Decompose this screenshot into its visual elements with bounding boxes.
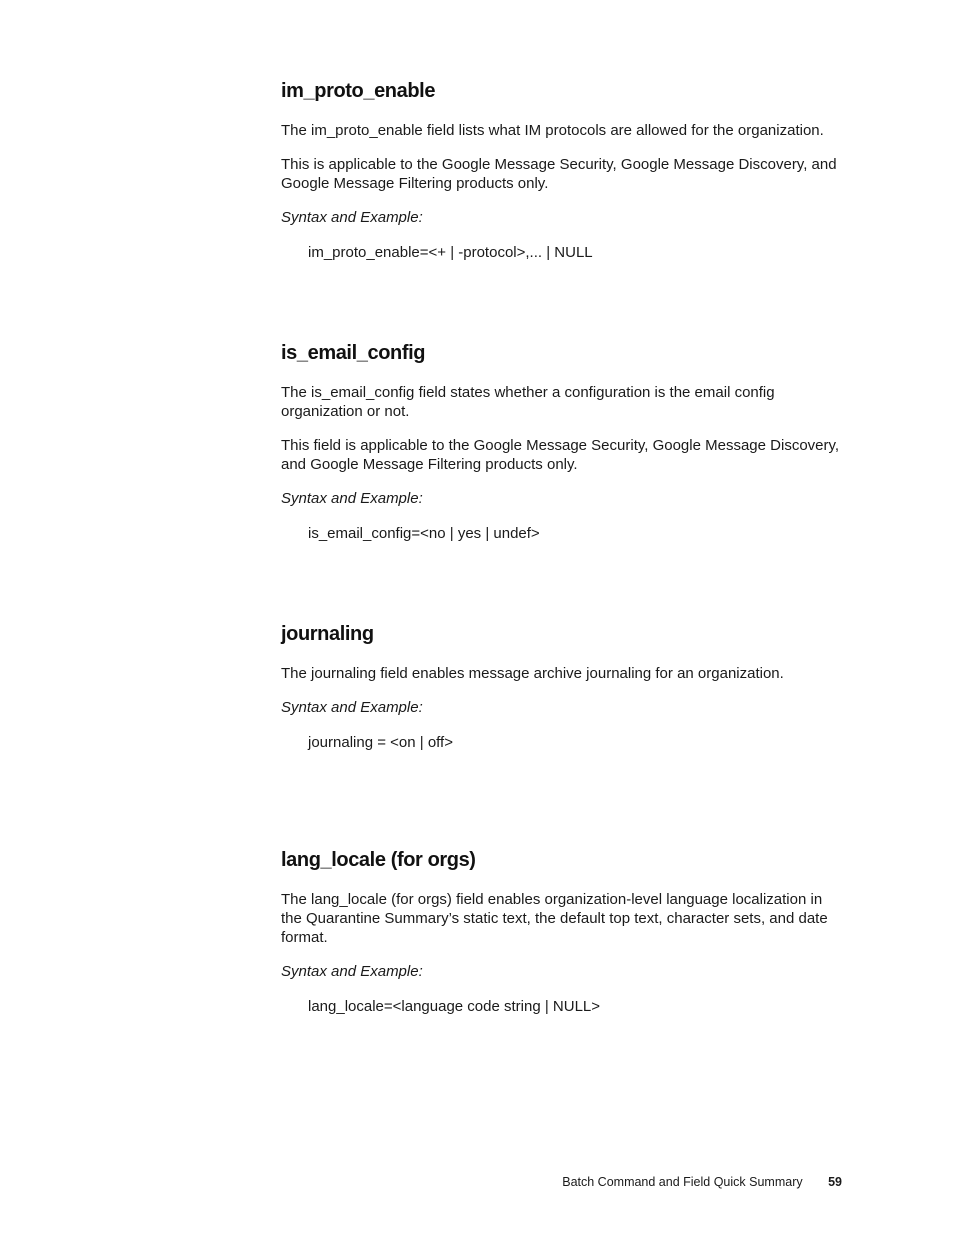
section-paragraph: This is applicable to the Google Message Security, Google Message Discovery, and Google Message Filtering products only. [281,156,837,192]
syntax-label: Syntax and Example: [281,209,423,226]
syntax-example: journaling = <on | off> [308,734,453,751]
section-paragraph: The is_email_config field states whether a configuration is the email config organization or not. [281,384,775,420]
section-paragraph: The journaling field enables message archive journaling for an organization. [281,665,784,682]
page-footer [0,1174,842,1190]
syntax-example: lang_locale=<language code string | NULL> [308,998,601,1015]
section-paragraph: The lang_locale (for orgs) field enables organization-level language localization in the Quarantine Summary’s static text, the default top text, character sets, and date format. [281,891,828,946]
section-paragraph: This field is applicable to the Google Message Security, Google Message Discovery, and Google Message Filtering products only. [281,437,840,473]
syntax-example: im_proto_enable=<+ | -protocol>,... | NULL [308,244,593,261]
section-heading: is_email_config [281,342,426,364]
section-lang-locale [281,848,846,1016]
syntax-example: is_email_config=<no | yes | undef> [308,525,540,542]
syntax-label: Syntax and Example: [281,699,423,716]
section-paragraph: The im_proto_enable field lists what IM protocols are allowed for the organization. [281,122,824,139]
syntax-label: Syntax and Example: [281,963,423,980]
section-heading: journaling [281,623,374,645]
section-journaling [281,622,846,752]
section-im-proto-enable [281,79,846,262]
section-is-email-config [281,341,846,543]
syntax-label: Syntax and Example: [281,490,423,507]
footer-title: Batch Command and Field Quick Summary [562,1175,803,1189]
section-heading: lang_locale (for orgs) [281,849,476,871]
section-heading: im_proto_enable [281,80,436,102]
page-number: 59 [828,1175,842,1189]
